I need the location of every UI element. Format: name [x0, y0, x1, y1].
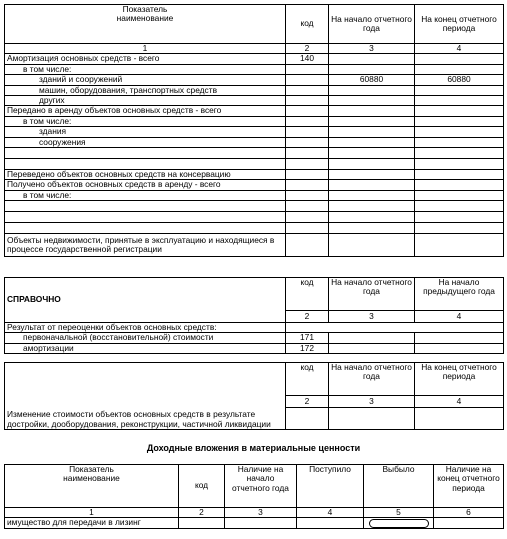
row-label: имущество для передачи в лизинг [5, 518, 179, 528]
table-row [5, 75, 504, 85]
disposed-header: Выбыло [364, 465, 434, 508]
start-year-header: Наличие на начало отчетного года [225, 465, 297, 508]
row-label: зданий и сооружений [5, 75, 286, 85]
indicator-header: Показатель наименование [5, 5, 286, 44]
col-number: 3 [329, 396, 415, 408]
end-period-header: Наличие на конец отчетного периода [434, 465, 504, 508]
code-header: код [179, 465, 225, 508]
col-number: 4 [297, 508, 364, 518]
end-period-header: На конец отчетного периода [415, 5, 504, 44]
col-number: 2 [179, 508, 225, 518]
col-number: 4 [415, 396, 504, 408]
table-row [5, 85, 504, 95]
start-year-header: На начало отчетного года [329, 278, 415, 311]
col-number: 3 [329, 311, 415, 323]
table-row [5, 54, 504, 64]
col-number: 5 [364, 508, 434, 518]
table-row [5, 170, 504, 180]
table-row [5, 159, 504, 170]
row-label: Амортизация основных средств - всего [5, 54, 286, 64]
start-value: 60880 [329, 75, 415, 85]
table-row [5, 212, 504, 223]
start-year-header: На начало отчетного года [329, 5, 415, 44]
row-label: первоначальной (восстановительной) стоимости [5, 333, 286, 343]
col-number: 2 [286, 44, 329, 54]
reference-table [4, 277, 504, 354]
col-number: 4 [415, 311, 504, 323]
col-number: 1 [5, 44, 286, 54]
table-row [5, 96, 504, 106]
row-code: 171 [286, 333, 329, 343]
table-row [5, 137, 504, 147]
oval-shape [369, 519, 429, 528]
table-row [5, 223, 504, 234]
code-header: код [286, 5, 329, 44]
table-row [5, 234, 504, 257]
value-cell [286, 408, 329, 430]
row-label: в том числе: [5, 190, 286, 200]
value-change-table [4, 362, 504, 430]
row-label: Объекты недвижимости, принятые в эксплуатацию и находящиеся в процессе государственной регистрации [5, 234, 286, 257]
table-row [5, 323, 504, 333]
section-title: Доходные вложения в материальные ценности [146, 443, 361, 453]
col-number: 4 [415, 44, 504, 54]
disposed-cell [364, 518, 434, 528]
row-label: в том числе: [5, 64, 286, 74]
table-row [5, 180, 504, 190]
row-label: в том числе: [5, 116, 286, 126]
col-number: 6 [434, 508, 504, 518]
table-row [5, 64, 504, 74]
row-code: 140 [286, 54, 329, 64]
col-number: 3 [225, 508, 297, 518]
reference-title: СПРАВОЧНО [5, 278, 286, 323]
table-row [5, 148, 504, 159]
col-number: 3 [329, 44, 415, 54]
table-row [5, 333, 504, 343]
row-label: Изменение стоимости объектов основных средств в результате достройки, дооборудования, реконструкции, частичной ликвидации [5, 363, 286, 430]
row-label: амортизации [5, 343, 286, 353]
end-period-header: На конец отчетного периода [415, 363, 504, 396]
start-year-header: На начало отчетного года [329, 363, 415, 396]
table-row [5, 116, 504, 126]
row-label: Передано в аренду объектов основных средств - всего [5, 106, 286, 116]
table-row [5, 106, 504, 116]
code-header: код [286, 278, 329, 311]
row-code: 172 [286, 343, 329, 353]
row-label: здания [5, 127, 286, 137]
col-number: 1 [5, 508, 179, 518]
table-row [5, 127, 504, 137]
value-cell [329, 408, 415, 430]
prev-year-header: На начало предыдущего года [415, 278, 504, 311]
row-label: машин, оборудования, транспортных средств [5, 85, 286, 95]
row-label: других [5, 96, 286, 106]
row-label: сооружения [5, 137, 286, 147]
code-header: код [286, 363, 329, 396]
end-value: 60880 [415, 75, 504, 85]
row-label: Получено объектов основных средств в аренду - всего [5, 180, 286, 190]
value-cell [415, 408, 504, 430]
income-investments-table [4, 464, 504, 529]
table-row [5, 518, 504, 528]
fixed-assets-table [4, 4, 504, 257]
table-row [5, 201, 504, 212]
table-row [5, 343, 504, 353]
table-row [5, 190, 504, 200]
indicator-header: Показатель наименование [5, 465, 179, 508]
col-number: 2 [286, 311, 329, 323]
row-label: Результат от переоценки объектов основных средств: [5, 323, 286, 333]
col-number: 2 [286, 396, 329, 408]
received-header: Поступило [297, 465, 364, 508]
row-label: Переведено объектов основных средств на консервацию [5, 170, 286, 180]
